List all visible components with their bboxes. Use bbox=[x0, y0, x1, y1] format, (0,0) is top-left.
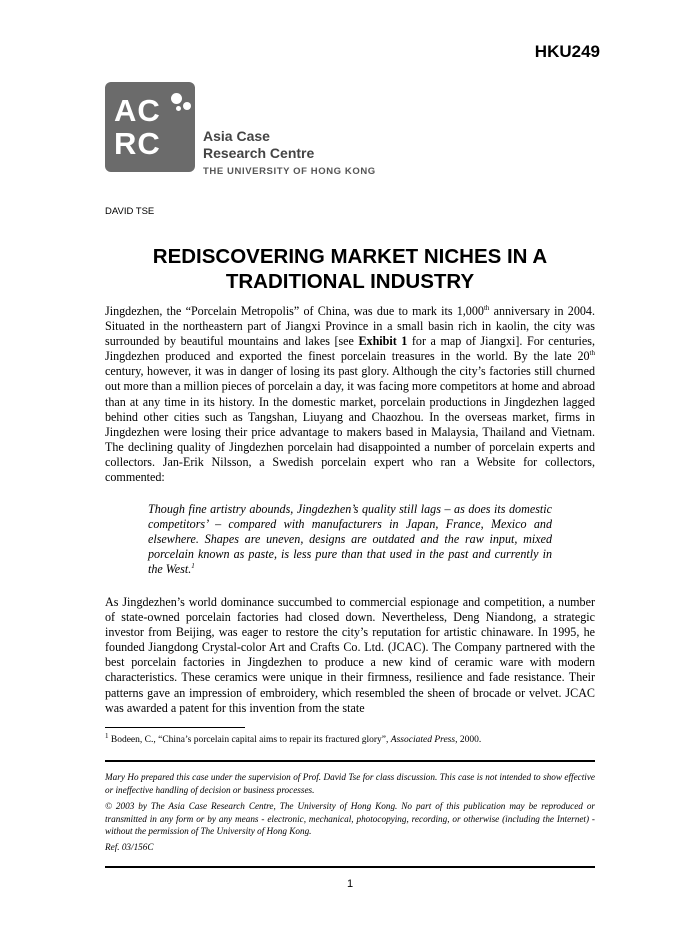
footnote-text: Bodeen, C., “China’s porcelain capital aims to repair its fractured glory”, bbox=[108, 735, 391, 745]
org-line-1: Asia Case bbox=[203, 128, 270, 144]
footnote-source: Associated Press bbox=[390, 735, 456, 745]
preparation-note: Mary Ho prepared this case under the supervision of Prof. David Tse for class discussion. This case is not intended to show effective or ineffective handling of decision or business processes. bbox=[105, 772, 595, 795]
quote-text: Though fine artistry abounds, Jingdezhen’s quality still lags – as does its domestic competitors’ – compared with manufacturers in Japan, France, Mexico and elsewhere. Shapes are uneven, designs are outdated and the raw input, mixed porcelain known as paste, is less pure than that used in the past and currently in the West. bbox=[148, 502, 552, 577]
paragraph-2: As Jingdezhen’s world dominance succumbed to commercial espionage and competition, a number of state-owned porcelain factories had closed down. Nevertheless, Deng Niandong, a strategic investor from Beijing, was eager to restore the city’s reputation for artistic chinaware. In 1995, he founded Jiangdong Crystal-color Art and Crafts Co. Ltd. (JCAC). The Company partnered with the best porcelain factories in Jingdezhen to produce a new kind of ceramic ware with modern characteristics. These ceramics were unique in their firmness, resilience and fade resistance. Their patterns gave an impression of embroidery, which resembled the sheen of brocade or velvet. JCAC was awarded a patent for this invention from the state bbox=[105, 595, 595, 715]
logo-line-1: AC bbox=[114, 93, 161, 128]
notes-top-rule bbox=[105, 760, 595, 762]
org-line-3: THE UNIVERSITY OF HONG KONG bbox=[203, 166, 376, 177]
para1-superscript-2: th bbox=[589, 349, 595, 358]
para1-text-2: anniversary in 2004. Situated in the northeastern part of Jiangxi Province in a small basin rich in kaolin, the city was surrounded by beautiful mountains and lakes [see bbox=[105, 304, 595, 349]
page-number: 1 bbox=[346, 878, 354, 890]
notes-bottom-rule bbox=[105, 866, 595, 868]
reference-number: Ref. 03/156C bbox=[105, 842, 154, 852]
para1-superscript-1: th bbox=[483, 303, 490, 312]
logo-dot-small bbox=[176, 106, 181, 111]
acrc-logo bbox=[105, 82, 195, 172]
case-title bbox=[105, 244, 595, 294]
title-line-1: REDISCOVERING MARKET NICHES IN A bbox=[152, 245, 548, 268]
footnote-number: 1 bbox=[105, 731, 109, 740]
exhibit-reference: Exhibit 1 bbox=[358, 334, 408, 349]
org-line-2: Research Centre bbox=[203, 145, 315, 161]
copyright-note: © 2003 by The Asia Case Research Centre, The University of Hong Kong. No part of this publication may be reproduced or transmitted in any form or by any means - electronic, mechanical, photocopying, recording, or otherwise (including the Internet) - without the permission of The University of Hong Kong. bbox=[105, 801, 595, 836]
author-name: DAVID TSE bbox=[105, 206, 155, 217]
footnote bbox=[105, 731, 595, 745]
logo-letters bbox=[114, 94, 161, 160]
logo-dot-large bbox=[171, 93, 182, 104]
quote-footnote-ref: 1 bbox=[191, 562, 195, 571]
para1-text-4: century, however, it was in danger of losing its past glory. Although the city’s factories still churned out more than a million pieces of porcelain a day, it was facing more competitors at home and abroad than at any time in its history. In the domestic market, porcelain productions in Jingdezhen lagged behind other cities such as Tangshan, Liuyang and Chaozhou. In the overseas market, firms in Jingdezhen were losing their price advantage to makers based in Malaysia, Thailand and Vietnam. The declining quality of Jingdezhen porcelain had disappointed a number of porcelain experts and collectors. Jan-Erik Nilsson, a Swedish porcelain expert who ran a Website for collectors, commented: bbox=[105, 364, 595, 485]
footnote-year: , 2000. bbox=[455, 735, 482, 745]
title-line-2: TRADITIONAL INDUSTRY bbox=[225, 270, 475, 293]
logo-dot-medium bbox=[183, 102, 191, 110]
organization-name bbox=[203, 128, 376, 177]
footnote-rule bbox=[105, 727, 245, 728]
case-code: HKU249 bbox=[534, 42, 600, 61]
paragraph-1 bbox=[105, 304, 595, 485]
logo-line-2: RC bbox=[114, 126, 161, 161]
para1-text-3: for a map of Jiangxi]. For centuries, Jingdezhen produced and exported the finest porcelain treasures in the world. By the late 20 bbox=[105, 334, 595, 364]
block-quote bbox=[148, 502, 552, 577]
para1-text-1: Jingdezhen, the “Porcelain Metropolis” of China, was due to mark its 1,000 bbox=[105, 304, 484, 318]
